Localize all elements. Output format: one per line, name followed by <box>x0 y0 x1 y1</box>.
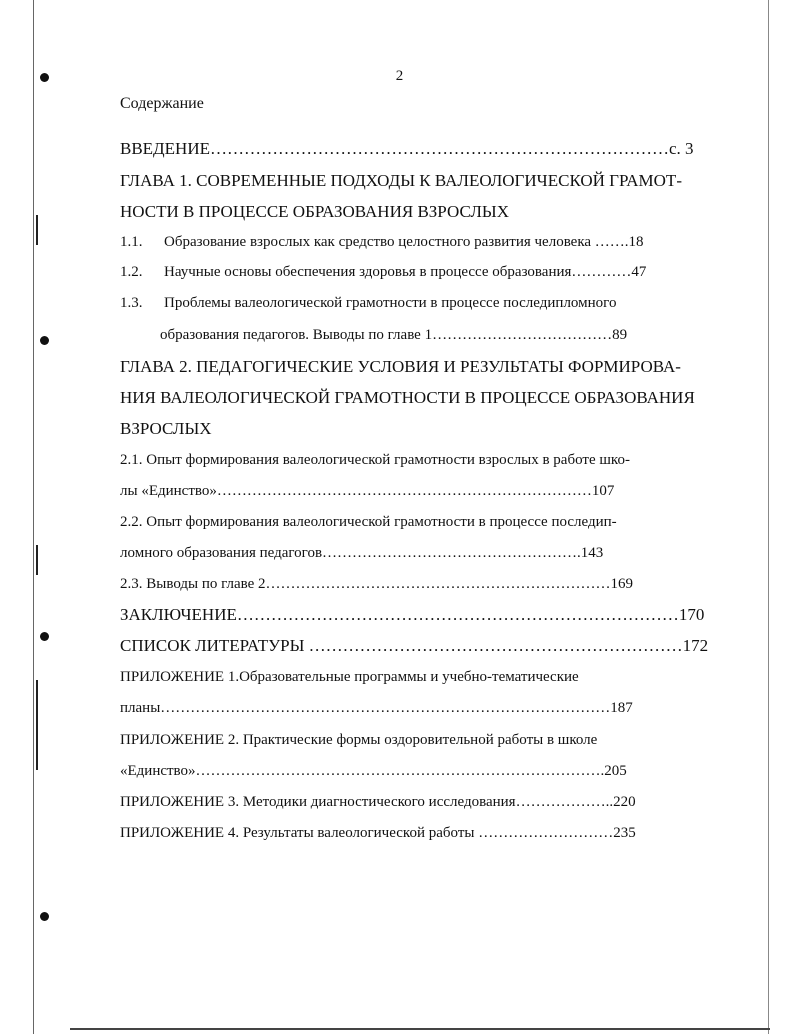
toc-entry-1-2: 1.2. Научные основы обеспечения здоровья в процессе образования…………47 <box>120 264 647 280</box>
toc-entry-2-3: 2.3. Выводы по главе 2……………………………………………………………169 <box>120 576 634 592</box>
toc-entry-references: СПИСОК ЛИТЕРАТУРЫ …………………………………………………………172 <box>120 636 709 655</box>
toc-entry-chapter-2: ГЛАВА 2. ПЕДАГОГИЧЕСКИЕ УСЛОВИЯ И РЕЗУЛЬТАТЫ ФОРМИРОВА- <box>120 357 681 376</box>
toc-entry-chapter-2-cont-2: ВЗРОСЛЫХ <box>120 419 212 438</box>
toc-entry-conclusion: ЗАКЛЮЧЕНИЕ……………………………………………………………………170 <box>120 605 705 624</box>
toc-entry-appendix-1-cont: планы………………………………………………………………………………187 <box>120 700 633 716</box>
toc-entry-appendix-2: ПРИЛОЖЕНИЕ 2. Практические формы оздоровительной работы в школе <box>120 732 598 748</box>
toc-entry-introduction: ВВЕДЕНИЕ………………………………………………………………………с. 3 <box>120 139 694 158</box>
toc-entry-chapter-2-cont: НИЯ ВАЛЕОЛОГИЧЕСКОЙ ГРАМОТНОСТИ В ПРОЦЕССЕ ОБРАЗОВАНИЯ <box>120 388 695 407</box>
toc-entry-2-1-cont: лы «Единство»…………………………………………………………………107 <box>120 483 615 499</box>
toc-entry-appendix-3: ПРИЛОЖЕНИЕ 3. Методики диагностического исследования………………..220 <box>120 794 636 810</box>
toc-entry-1-1: 1.1. Образование взрослых как средство целостного развития человека …….18 <box>120 234 644 250</box>
toc-entry-2-1: 2.1. Опыт формирования валеологической грамотности взрослых в работе шко- <box>120 452 630 468</box>
toc-entry-chapter-1-cont: НОСТИ В ПРОЦЕССЕ ОБРАЗОВАНИЯ ВЗРОСЛЫХ <box>120 202 509 221</box>
toc-entry-appendix-4: ПРИЛОЖЕНИЕ 4. Результаты валеологической работы ………………………235 <box>120 825 636 841</box>
toc-entry-appendix-2-cont: «Единство»……………………………………………………………………….205 <box>120 763 627 779</box>
toc-entry-appendix-1: ПРИЛОЖЕНИЕ 1.Образовательные программы и учебно-тематические <box>120 669 579 685</box>
toc-entry-1-3: 1.3. Проблемы валеологической грамотности в процессе последипломного <box>120 295 617 311</box>
toc-entry-2-2: 2.2. Опыт формирования валеологической грамотности в процессе последип- <box>120 514 617 530</box>
toc-entry-chapter-1: ГЛАВА 1. СОВРЕМЕННЫЕ ПОДХОДЫ К ВАЛЕОЛОГИЧЕСКОЙ ГРАМОТ- <box>120 171 682 190</box>
toc-entry-1-3-cont: образования педагогов. Выводы по главе 1………………………………89 <box>160 327 628 343</box>
toc-entry-2-2-cont: ломного образования педагогов…………………………………………….143 <box>120 545 604 561</box>
page-title: Содержание <box>120 95 204 112</box>
page-number: 2 <box>395 68 404 84</box>
